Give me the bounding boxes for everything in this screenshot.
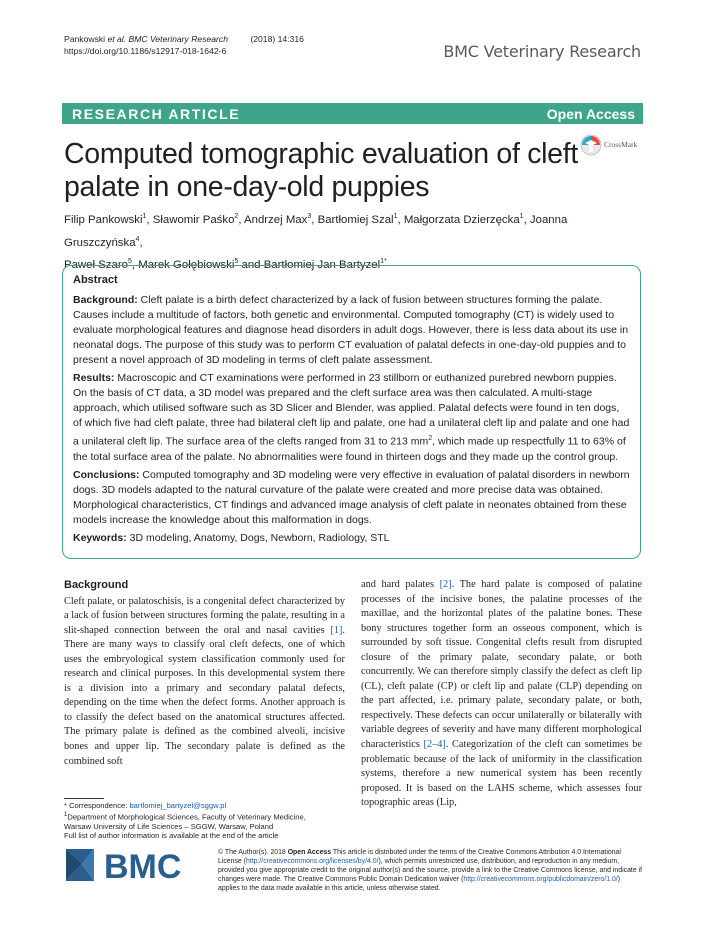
abstract-results: Results: Macroscopic and CT examinations were performed in 23 stillborn or euthanized purebred newborn puppies. On the basis of CT data, a 3D model was prepared and the cleft surface area was then calculated. A multi-stage approach, which utilised software such as 3D Slicer and Blender, was applied. Palatal defects were found in ten dogs, of which five had cleft palate, three had bilateral cleft lip and palate, one had a unilateral cleft lip and palate and one had a unilateral cleft lip. The surface area of the clefts ranged from 31 to 213 $mm^2$, which made up respectfully 11 to 63% of the total surface area of the palate. No abnormalities were found in thirteen dogs and they made up the control group. — [73, 372, 630, 463]
bmc-logo-mark — [64, 845, 204, 885]
author: Paweł Szaro$^5$, — [64, 258, 139, 272]
crossmark-label: CrossMark — [604, 140, 638, 149]
cc-by-license-link[interactable]: http://creativecommons.org/licenses/by/4.0/ — [245, 858, 379, 865]
header-etal: et al. — [107, 34, 127, 44]
author: Marek Gołębiowski$^5$ and — [138, 258, 264, 272]
bmc-logo-text: BMC — [104, 848, 182, 885]
cc-zero-license-link[interactable]: http://creativecommons.org/publicdomain/zero/1.0/ — [463, 876, 618, 883]
running-header — [64, 33, 304, 57]
journal-name: BMC Veterinary Research — [443, 42, 641, 61]
citation-link[interactable]: [1] — [330, 624, 343, 636]
abstract-conclusions: Conclusions: Computed tomography and 3D modeling were very effective in evaluation of palatal disorders in newborn dogs. 3D models adapted to the natural curvature of the palate were created and more precise data was obtained. Morphological characteristics, CT findings and advanced image analysis of cleft palate in neonates obtained from these models increase the knowledge about this malformation in dogs. — [73, 468, 630, 526]
correspondence-email-link[interactable]: bartlomiej_bartyzel@sggw.pl — [129, 801, 227, 810]
section-heading: Background — [64, 579, 129, 591]
header-doi-link[interactable]: https://doi.org/10.1186/s12917-018-1642-6 — [64, 46, 227, 56]
license-statement: © The Author(s). 2018 Open Access This article is distributed under the terms of the Creative Commons Attribution 4.0 International License (http://creativecommons.org/licenses/by/4.0/), which permits unrestricted use, distribution, and reproduction in any medium, provided you give appropriate credit to the original author(s) and the source, provide a link to the Creative Commons license, and indicate if changes were made. The Creative Commons Public Domain Dedication waiver (http://creativecommons.org/publicdomain/zero/1.0/) applies to the data made available in this article, unless otherwise stated. — [218, 849, 643, 892]
citation-link[interactable]: [2] — [439, 579, 452, 590]
abstract-heading: Abstract — [73, 274, 118, 286]
header-journal: BMC Veterinary Research — [128, 34, 228, 44]
header-year-volume: (2018) 14:316 — [250, 34, 304, 44]
author: Joanna Gruszczyńska$^4$, — [64, 213, 568, 249]
abstract-background: Background: Cleft palate is a birth defect characterized by a lack of fusion between structures forming the palate. Causes include a multitude of factors, both genetic and environmental. Computed tomography (CT) is widely used to evaluate morphological features and diagnose head disorders in adult dogs. However, there is less data about its use in neonatal dogs. The purpose of this study was to perform CT evaluation of palatal defects in one-day-old puppies and to present a novel approach of 3D modeling in terms of cleft palate assessment. — [73, 294, 629, 366]
footnote-rule — [64, 798, 104, 799]
author: Sławomir Paśko$^2$, — [152, 213, 245, 226]
article-title: Computed tomographic evaluation of cleft palate in one-day-old puppies — [64, 138, 578, 203]
body-column-left: Background Cleft palate, or palatoschisis, is a congenital defect characterized by a lack of fusion between structures forming the palate, resulting in a slit-shaped connection between the oral and nasal cavities [1]. There are many ways to classify oral cleft defects, one of which uses the embryological system classification commonly used for research and clinical purposes. In this developmental system there is a division into a primary and secondary palatal defects, depending on the time when the defect forms. Another approach is to classify the defect based on the anatomical structures affected. The primary palate is defined as the combined alveoli, incisive bones and upper lip. The secondary palate is defined as the combined soft — [64, 579, 345, 767]
bmc-logo — [64, 845, 204, 885]
article-type-band — [62, 103, 643, 124]
author: Andrzej Max$^3$, — [244, 213, 318, 226]
abstract-box — [62, 265, 641, 559]
open-access-label: Open Access — [546, 106, 635, 122]
abstract-keywords: Keywords: 3D modeling, Anatomy, Dogs, Newborn, Radiology, STL — [73, 531, 390, 544]
article-type-label: RESEARCH ARTICLE — [72, 106, 241, 122]
crossmark-badge[interactable] — [580, 133, 646, 157]
author: Bartłomiej Jan Bartyzel$^{1*}$ — [263, 258, 387, 272]
author: Małgorzata Dzierzęcka$^1$, — [403, 213, 530, 226]
footnote: * Correspondence: bartlomiej_bartyzel@sggw.pl $^1$Department of Morphological Sciences, Faculty of Veterinary Medicine, Warsaw University of Life Sciences – SGGW, Warsaw, Poland Full list of author information is available at the end of the article — [64, 801, 306, 841]
author: Bartłomiej Szal$^1$, — [317, 213, 404, 226]
header-author: Pankowski — [64, 34, 106, 44]
body-column-right: and hard palates [2]. The hard palate is composed of palatine processes of the incisive bones, the palatine processes of the maxillae, and the horizontal plates of the palatine bones. These bony structures together form an osseous component, which is surrounded by soft tissue. Congenital clefts result from disrupted closure of the primary palate, secondary palate, or both concurrently. We can therefore simply classify the defect as cleft lip (CL), cleft palate (CP) or cleft lip and palate (CLP) depending on the part affected, i.e. primary palate, secondary palate, or both, respectively. These defects can occur unilaterally or bilaterally with variable degrees of severity and have many different morphological characteristics [2–4]. Categorization of the cleft can sometimes be problematic because of the lack of uniformity in the classification systems, therefore a new numerical system has been recently proposed. It is based on the LAHS scheme, which assesses four topographic areas (Lip, — [361, 579, 642, 809]
author: Filip Pankowski$^1$, — [64, 213, 153, 226]
citation-link[interactable]: [2–4] — [423, 739, 446, 751]
